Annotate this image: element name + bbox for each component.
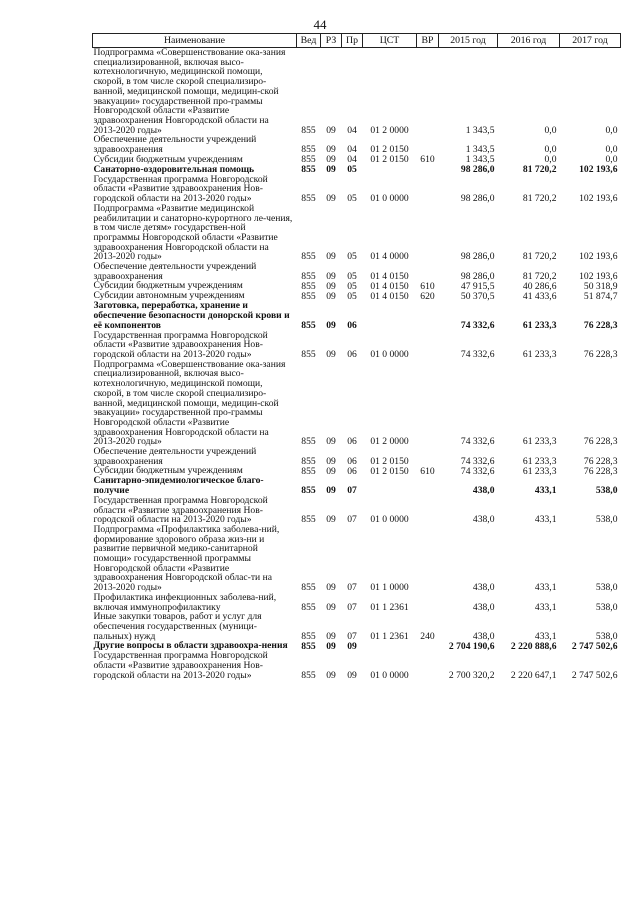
row-2016: 433,1 bbox=[534, 514, 557, 526]
table-row bbox=[93, 360, 621, 447]
row-pr: 07 bbox=[347, 485, 357, 497]
row-pr: 06 bbox=[347, 436, 357, 448]
row-2017: 102 193,6 bbox=[579, 193, 618, 205]
row-pr: 06 bbox=[347, 319, 357, 331]
row-cst bbox=[363, 301, 417, 330]
table-row bbox=[93, 651, 621, 680]
row-name: Субсидии автономным учреждениям bbox=[93, 290, 245, 302]
row-2015: 98 286,0 bbox=[460, 270, 495, 282]
header-cst: ЦСТ bbox=[363, 34, 417, 48]
row-ved: 855 bbox=[301, 601, 316, 613]
row-pr: 07 bbox=[347, 514, 357, 526]
header-pr: Пр bbox=[342, 34, 363, 48]
row-2016: 61 233,3 bbox=[522, 348, 557, 360]
row-cst: 01 0 0000 bbox=[370, 669, 409, 681]
row-2017: 0,0 bbox=[605, 144, 618, 156]
row-rz: 09 bbox=[326, 251, 336, 263]
row-2017: 538,0 bbox=[595, 514, 618, 526]
row-name: Государственная программа Новгородской области «Развитие здравоохранения Нов-городской области на 2013-2020 годы» bbox=[93, 173, 268, 205]
row-vr bbox=[417, 476, 439, 495]
row-2017: 538,0 bbox=[595, 601, 618, 613]
row-2015: 438,0 bbox=[472, 630, 495, 642]
row-2017: 2 747 502,6 bbox=[571, 640, 618, 652]
row-cst: 01 1 2361 bbox=[370, 601, 409, 613]
row-ved: 855 bbox=[301, 280, 316, 292]
row-rz: 09 bbox=[326, 630, 336, 642]
row-2015: 98 286,0 bbox=[460, 164, 495, 176]
row-pr: 04 bbox=[347, 154, 357, 166]
row-name: Субсидии бюджетным учреждениям bbox=[93, 280, 243, 292]
row-rz: 09 bbox=[326, 601, 336, 613]
row-2015: 438,0 bbox=[472, 601, 495, 613]
row-2016: 61 233,3 bbox=[522, 455, 557, 467]
row-rz: 09 bbox=[326, 280, 336, 292]
table-row bbox=[93, 262, 621, 281]
row-cst: 01 0 0000 bbox=[370, 514, 409, 526]
row-2017: 50 318,9 bbox=[583, 280, 618, 292]
row-2017: 76 228,3 bbox=[583, 319, 618, 331]
row-pr: 09 bbox=[347, 669, 357, 681]
row-rz: 09 bbox=[326, 290, 336, 302]
row-ved: 855 bbox=[301, 348, 316, 360]
row-pr: 06 bbox=[347, 348, 357, 360]
row-2015: 2 700 320,2 bbox=[448, 669, 495, 681]
row-rz: 09 bbox=[326, 193, 336, 205]
row-cst: 01 1 2361 bbox=[370, 630, 409, 642]
row-vr bbox=[417, 593, 439, 612]
table-row bbox=[93, 496, 621, 525]
row-vr bbox=[417, 651, 439, 680]
row-name: Иные закупки товаров, работ и услуг для обеспечения государственных (муници-пальных) нужд bbox=[93, 611, 262, 642]
row-rz: 09 bbox=[326, 144, 336, 156]
row-2015: 74 332,6 bbox=[460, 455, 495, 467]
row-2016: 433,1 bbox=[534, 485, 557, 497]
row-pr: 05 bbox=[347, 193, 357, 205]
row-name: Санаторно-оздоровительная помощь bbox=[93, 163, 255, 175]
row-cst: 01 0 0000 bbox=[370, 348, 409, 360]
row-2016: 61 233,3 bbox=[522, 319, 557, 331]
row-2015: 98 286,0 bbox=[460, 193, 495, 205]
row-cst: 01 0 0000 bbox=[370, 193, 409, 205]
row-2017: 102 193,6 bbox=[579, 270, 618, 282]
row-2015: 74 332,6 bbox=[460, 465, 495, 477]
table-row bbox=[93, 204, 621, 262]
row-ved: 855 bbox=[301, 465, 316, 477]
row-2017: 102 193,6 bbox=[579, 164, 618, 176]
row-2016: 0,0 bbox=[544, 124, 557, 136]
row-name: Государственная программа Новгородской области «Развитие здравоохранения Нов-городской области на 2013-2020 годы» bbox=[93, 329, 268, 360]
row-ved: 855 bbox=[301, 251, 316, 263]
row-2015: 2 704 190,6 bbox=[448, 640, 495, 652]
row-2017: 2 747 502,6 bbox=[571, 669, 618, 681]
row-ved: 855 bbox=[301, 154, 316, 166]
row-ved: 855 bbox=[301, 290, 316, 302]
row-2015: 50 370,5 bbox=[460, 290, 495, 302]
header-ved: Вед bbox=[297, 34, 321, 48]
row-2015: 438,0 bbox=[472, 514, 495, 526]
row-2016: 81 720,2 bbox=[522, 164, 557, 176]
row-2016: 81 720,2 bbox=[522, 193, 557, 205]
row-ved: 855 bbox=[301, 193, 316, 205]
row-2017: 76 228,3 bbox=[583, 465, 618, 477]
row-pr: 04 bbox=[347, 144, 357, 156]
row-vr: 610 bbox=[420, 154, 435, 166]
row-2017: 538,0 bbox=[595, 582, 618, 594]
row-2016: 81 720,2 bbox=[522, 270, 557, 282]
row-2015: 74 332,6 bbox=[460, 436, 495, 448]
row-2016: 2 220 647,1 bbox=[510, 669, 557, 681]
row-rz: 09 bbox=[326, 164, 336, 176]
row-name: Подпрограмма «Совершенствование ока-зания специализированной, включая высо-котехнологичную, медицинской помощи, скорой, в том числе скорой специализиро-ванной, медицинской помощи, медицин-ской эвакуации» государственной про-граммы Новгородской области «Развитие здравоохранения Новгородской области на 2013-2020 годы» bbox=[93, 47, 286, 136]
row-2017: 538,0 bbox=[595, 630, 618, 642]
row-2017: 538,0 bbox=[595, 485, 618, 497]
header-rz: РЗ bbox=[321, 34, 342, 48]
row-vr bbox=[417, 447, 439, 466]
row-cst: 01 2 0150 bbox=[370, 144, 409, 156]
table-row bbox=[93, 135, 621, 154]
table-row bbox=[93, 331, 621, 360]
row-vr bbox=[417, 360, 439, 447]
table-row bbox=[93, 175, 621, 204]
row-ved: 855 bbox=[301, 436, 316, 448]
row-2015: 74 332,6 bbox=[460, 319, 495, 331]
row-2015: 74 332,6 bbox=[460, 348, 495, 360]
row-2016: 61 233,3 bbox=[522, 465, 557, 477]
row-ved: 855 bbox=[301, 669, 316, 681]
table-row bbox=[93, 593, 621, 612]
row-2016: 433,1 bbox=[534, 601, 557, 613]
row-name: Профилактика инфекционных заболева-ний, включая иммунопрофилактику bbox=[93, 591, 277, 613]
row-vr bbox=[417, 301, 439, 330]
row-rz: 09 bbox=[326, 669, 336, 681]
row-2016: 40 286,6 bbox=[522, 280, 557, 292]
row-name: Обеспечение деятельности учреждений здравоохранения bbox=[93, 134, 257, 156]
row-cst bbox=[363, 165, 417, 175]
row-pr: 06 bbox=[347, 455, 357, 467]
page-number: 44 bbox=[313, 17, 327, 32]
row-pr: 05 bbox=[347, 251, 357, 263]
header-vr: ВР bbox=[417, 34, 439, 48]
row-vr bbox=[417, 262, 439, 281]
row-vr bbox=[417, 135, 439, 154]
row-name: Субсидии бюджетным учреждениям bbox=[93, 465, 243, 477]
row-vr bbox=[417, 525, 439, 593]
row-name: Обеспечение деятельности учреждений здравоохранения bbox=[93, 446, 257, 467]
row-ved: 855 bbox=[301, 164, 316, 176]
row-2017: 76 228,3 bbox=[583, 455, 618, 467]
table-row bbox=[93, 525, 621, 593]
row-cst: 01 2 0150 bbox=[370, 465, 409, 477]
row-name: Обеспечение деятельности учреждений здравоохранения bbox=[93, 261, 257, 282]
row-cst: 01 4 0150 bbox=[370, 270, 409, 282]
row-rz: 09 bbox=[326, 465, 336, 477]
row-2015: 98 286,0 bbox=[460, 251, 495, 263]
row-cst: 01 4 0150 bbox=[370, 290, 409, 302]
row-ved: 855 bbox=[301, 582, 316, 594]
row-vr bbox=[417, 496, 439, 525]
budget-table bbox=[92, 33, 621, 680]
table-row bbox=[93, 48, 621, 136]
row-2016: 0,0 bbox=[544, 144, 557, 156]
row-name: Подпрограмма «Развитие медицинской реабилитации и санаторно-курортного ле-чения, в том числе детям» государствен-ной программы Новгородской области «Развитие здравоохранения Новгородской области на 2013-2020 годы» bbox=[93, 202, 293, 263]
row-name: Заготовка, переработка, хранение и обеспечение безопасности донорской крови и её компонентов bbox=[93, 300, 290, 331]
row-2015: 47 915,5 bbox=[460, 280, 495, 292]
row-vr: 240 bbox=[420, 630, 435, 642]
row-2016: 433,1 bbox=[534, 630, 557, 642]
row-2017: 76 228,3 bbox=[583, 348, 618, 360]
row-name: Государственная программа Новгородской области «Развитие здравоохранения Нов-городской области на 2013-2020 годы» bbox=[93, 650, 268, 681]
row-vr bbox=[417, 165, 439, 175]
row-cst: 01 2 0000 bbox=[370, 124, 409, 136]
row-ved: 855 bbox=[301, 640, 316, 652]
row-ved: 855 bbox=[301, 270, 316, 282]
header-2016: 2016 год bbox=[498, 34, 560, 48]
row-ved: 855 bbox=[301, 319, 316, 331]
row-2015: 438,0 bbox=[472, 485, 495, 497]
row-cst bbox=[363, 476, 417, 495]
row-ved: 855 bbox=[301, 124, 316, 136]
header-name: Наименование bbox=[93, 34, 297, 48]
row-name: Субсидии бюджетным учреждениям bbox=[93, 153, 243, 165]
row-pr: 09 bbox=[347, 640, 357, 652]
table-row bbox=[93, 301, 621, 330]
row-ved: 855 bbox=[301, 455, 316, 467]
row-2016: 433,1 bbox=[534, 582, 557, 594]
row-rz: 09 bbox=[326, 154, 336, 166]
row-vr bbox=[417, 331, 439, 360]
row-2016: 81 720,2 bbox=[522, 251, 557, 263]
row-vr bbox=[417, 48, 439, 136]
row-2015: 438,0 bbox=[472, 582, 495, 594]
row-rz: 09 bbox=[326, 436, 336, 448]
row-vr: 610 bbox=[420, 465, 435, 477]
row-ved: 855 bbox=[301, 514, 316, 526]
row-cst: 01 4 0150 bbox=[370, 280, 409, 292]
row-rz: 09 bbox=[326, 582, 336, 594]
row-2017: 102 193,6 bbox=[579, 251, 618, 263]
row-cst: 01 2 0150 bbox=[370, 154, 409, 166]
row-vr bbox=[417, 175, 439, 204]
row-pr: 07 bbox=[347, 630, 357, 642]
row-vr bbox=[417, 204, 439, 262]
row-ved: 855 bbox=[301, 144, 316, 156]
row-rz: 09 bbox=[326, 348, 336, 360]
row-rz: 09 bbox=[326, 319, 336, 331]
row-vr: 610 bbox=[420, 280, 435, 292]
row-cst bbox=[363, 641, 417, 651]
row-pr: 07 bbox=[347, 601, 357, 613]
row-name: Санитарно-эпидемиологическое благо-получие bbox=[93, 475, 264, 497]
table-row bbox=[93, 612, 621, 641]
row-2016: 61 233,3 bbox=[522, 436, 557, 448]
row-rz: 09 bbox=[326, 640, 336, 652]
row-2017: 0,0 bbox=[605, 124, 618, 136]
row-name: Государственная программа Новгородской области «Развитие здравоохранения Нов-городской области на 2013-2020 годы» bbox=[93, 494, 268, 526]
row-cst: 01 1 0000 bbox=[370, 582, 409, 594]
row-2015: 1 343,5 bbox=[465, 124, 495, 136]
row-name: Другие вопросы в области здравоохра-нения bbox=[93, 640, 288, 652]
row-ved: 855 bbox=[301, 630, 316, 642]
header-2015: 2015 год bbox=[439, 34, 498, 48]
row-2016: 0,0 bbox=[544, 154, 557, 166]
row-rz: 09 bbox=[326, 455, 336, 467]
table-header-row bbox=[93, 34, 621, 48]
row-name: Подпрограмма «Совершенствование ока-зания специализированной, включая высо-котехнологичную, медицинской помощи, скорой, в том числе скорой специализиро-ванной, медицинской помощи, медицин-ской эвакуации» государственной про-граммы Новгородской области «Развитие здравоохранения Новгородской области на 2013-2020 годы» bbox=[93, 358, 286, 448]
row-2016: 2 220 888,6 bbox=[510, 640, 557, 652]
row-2017: 76 228,3 bbox=[583, 436, 618, 448]
row-2017: 51 874,7 bbox=[583, 290, 618, 302]
row-2015: 1 343,5 bbox=[465, 144, 495, 156]
row-rz: 09 bbox=[326, 270, 336, 282]
row-rz: 09 bbox=[326, 514, 336, 526]
table-row bbox=[93, 447, 621, 466]
row-pr: 04 bbox=[347, 124, 357, 136]
row-pr: 05 bbox=[347, 164, 357, 176]
row-pr: 05 bbox=[347, 280, 357, 292]
table-row bbox=[93, 476, 621, 495]
row-ved: 855 bbox=[301, 485, 316, 497]
row-2015: 1 343,5 bbox=[465, 154, 495, 166]
row-name: Подпрограмма «Профилактика заболева-ний, формирование здорового образа жиз-ни и развитие первичной медико-санитарной помощи» государственной программы Новгородской области «Развитие здравоохранения Новгородской облас-ти на 2013-2020 годы» bbox=[93, 523, 280, 594]
row-vr bbox=[417, 641, 439, 651]
row-rz: 09 bbox=[326, 124, 336, 136]
row-cst: 01 4 0000 bbox=[370, 251, 409, 263]
row-2017: 0,0 bbox=[605, 154, 618, 166]
row-pr: 06 bbox=[347, 465, 357, 477]
row-vr: 620 bbox=[420, 290, 435, 302]
row-cst: 01 2 0150 bbox=[370, 455, 409, 467]
row-pr: 07 bbox=[347, 582, 357, 594]
row-cst: 01 2 0000 bbox=[370, 436, 409, 448]
row-2016: 41 433,6 bbox=[522, 290, 557, 302]
row-pr: 05 bbox=[347, 270, 357, 282]
header-2017: 2017 год bbox=[560, 34, 621, 48]
row-rz: 09 bbox=[326, 485, 336, 497]
row-pr: 05 bbox=[347, 290, 357, 302]
